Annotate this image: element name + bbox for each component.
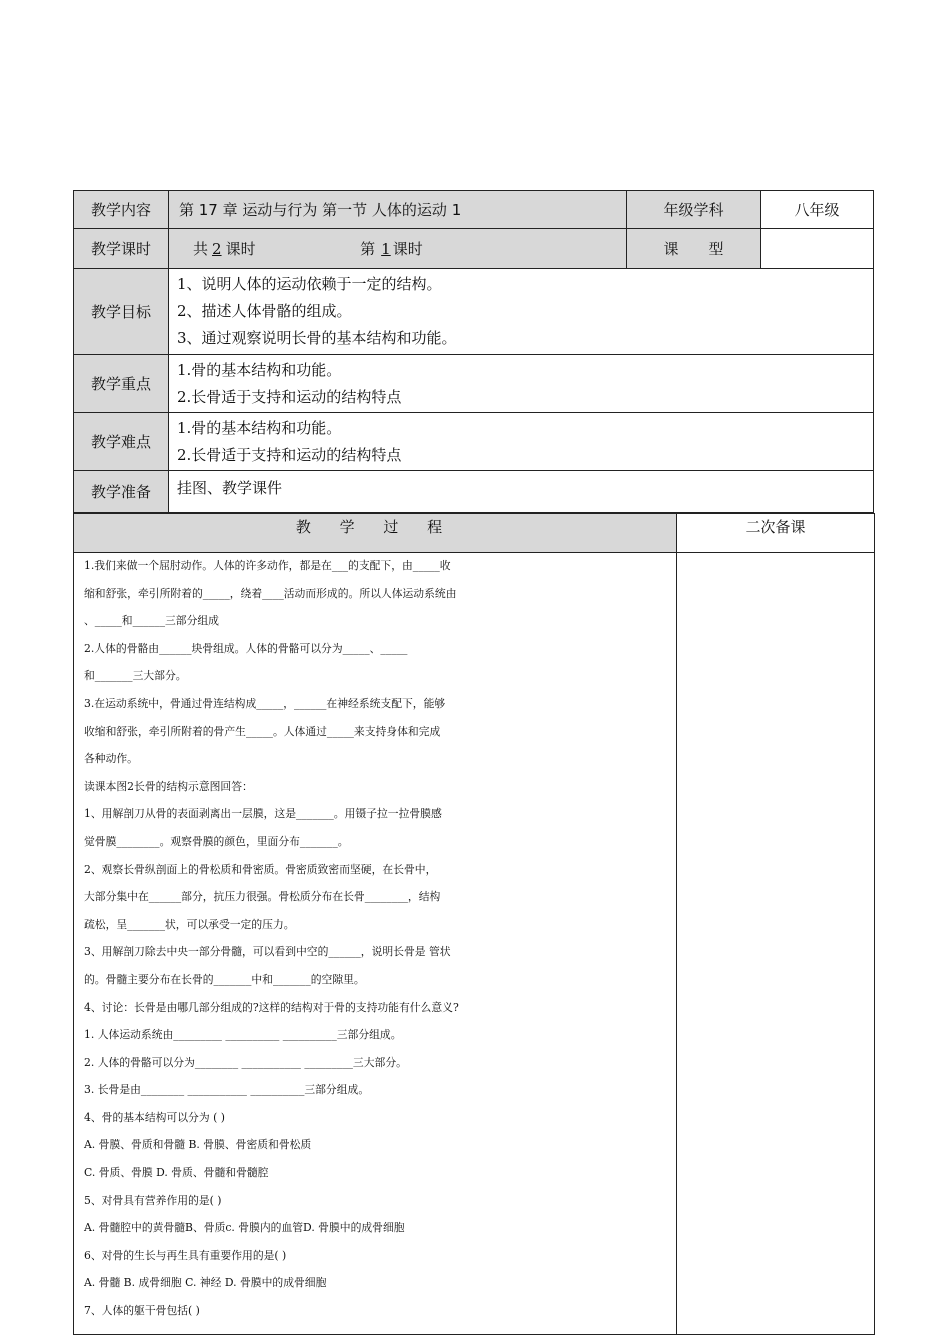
process-line: 4、骨的基本结构可以分为 ( ): [84, 1110, 225, 1124]
goal-item: 1、说明人体的运动依赖于一定的结构。: [177, 275, 442, 293]
process-line: 7、人体的躯干骨包括( ): [84, 1304, 200, 1318]
process-line: 1.我们来做一个屈肘动作。人体的许多动作，都是在___的支配下，由_____收: [84, 559, 451, 572]
hours-current: 1: [381, 240, 391, 258]
process-line: 2. 人体的骨骼可以分为________ ___________ _________三大部分。: [84, 1055, 407, 1069]
process-line: 收缩和舒张，牵引所附着的骨产生_____。人体通过_____来支持身体和完成: [84, 724, 441, 738]
process-line: 大部分集中在______部分，抗压力很强。骨松质分布在长骨________，结构: [84, 890, 441, 904]
hours-current-prefix: 第: [360, 240, 376, 258]
process-line: 、_____和______三部分组成: [84, 614, 219, 628]
process-line: 3、用解剖刀除去中央一部分骨髓，可以看到中空的______，说明长骨是 管状: [84, 945, 451, 959]
process-line: 4、讨论：长骨是由哪几部分组成的?这样的结构对于骨的支持功能有什么意义?: [84, 1000, 459, 1014]
process-line: A. 骨髓腔中的黄骨髓B、骨质c. 骨膜内的血管D. 骨膜中的成骨细胞: [84, 1221, 405, 1235]
process-line: 6、对骨的生长与再生具有重要作用的是( ): [84, 1248, 287, 1262]
process-line: A. 骨髓 B. 成骨细胞 C. 神经 D. 骨膜中的成骨细胞: [84, 1276, 327, 1290]
process-line: 读课本图2长骨的结构示意图回答：: [84, 779, 253, 793]
difficulty-item: 2.长骨适于支持和运动的结构特点: [177, 445, 402, 464]
preparation-label: 教学准备: [74, 471, 169, 513]
process-line: 各种动作。: [84, 752, 138, 766]
difficulties-label: 教学难点: [74, 413, 169, 471]
process-line: 5、对骨具有营养作用的是( ): [84, 1193, 222, 1207]
process-line: 1. 人体运动系统由_________ __________ __________三部分组成。: [84, 1028, 402, 1042]
difficulties-list: [169, 413, 874, 471]
hours-total: 2: [212, 240, 222, 258]
goals-list: [169, 269, 874, 355]
preparation-value: 挂图、教学课件: [169, 471, 874, 513]
type-label: 课 型: [627, 229, 761, 269]
hours-value: [169, 229, 627, 269]
process-line: 2、观察长骨纵剖面上的骨松质和骨密质。骨密质致密而坚硬，在长骨中，: [84, 862, 437, 876]
hours-total-suffix: 课时: [225, 240, 256, 258]
process-line: A. 骨膜、骨质和骨髓 B. 骨膜、骨密质和骨松质: [84, 1138, 312, 1152]
difficulty-item: 1.骨的基本结构和功能。: [177, 418, 342, 437]
process-line: 和_______三大部分。: [84, 669, 187, 683]
goal-item: 3、通过观察说明长骨的基本结构和功能。: [177, 329, 457, 347]
grade-value: 八年级: [761, 191, 874, 229]
process-line: 缩和舒张，牵引所附着的_____，绕着____活动而形成的。所以人体运动系统由: [84, 586, 457, 600]
lesson-info-table: [73, 190, 874, 513]
process-line: 觉骨膜________。观察骨膜的颜色，里面分布_______。: [84, 834, 349, 848]
process-line: 疏松，呈_______状，可以承受一定的压力。: [84, 917, 295, 931]
type-value: [761, 229, 874, 269]
goal-item: 2、描述人体骨骼的组成。: [177, 302, 352, 320]
hours-label: 教学课时: [74, 229, 169, 269]
key-points-label: 教学重点: [74, 355, 169, 413]
key-point-item: 1.骨的基本结构和功能。: [177, 360, 342, 379]
content-label: 教学内容: [74, 191, 169, 229]
process-line: 的。骨髓主要分布在长骨的_______中和_______的空隙里。: [84, 972, 365, 986]
grade-label: 年级学科: [627, 191, 761, 229]
goals-label: 教学目标: [74, 269, 169, 355]
key-points-list: [169, 355, 874, 413]
teaching-process-section: [73, 513, 875, 1335]
key-point-item: 2.长骨适于支持和运动的结构特点: [177, 387, 402, 406]
column-divider: [676, 552, 677, 1334]
second-prep-header: 二次备课: [677, 514, 874, 553]
process-line: 3.在运动系统中，骨通过骨连结构成_____，______在神经系统支配下，能够: [84, 696, 446, 710]
hours-current-suffix: 课时: [392, 240, 423, 258]
process-line: C. 骨质、骨膜 D. 骨质、骨髓和骨髓腔: [84, 1166, 269, 1180]
process-line: 1、用解剖刀从骨的表面剥离出一层膜，这是_______。用镊子拉一拉骨膜感: [84, 807, 442, 821]
hours-total-prefix: 共: [193, 240, 209, 258]
process-content: [84, 552, 674, 1325]
process-line: 2.人体的骨骼由______块骨组成。人体的骨骼可以分为_____、_____: [84, 641, 408, 655]
content-value: 第 17 章 运动与行为 第一节 人体的运动 1: [169, 191, 627, 229]
process-header: 教 学 过 程: [74, 514, 677, 553]
process-line: 3. 长骨是由________ ___________ __________三部分组成。: [84, 1083, 370, 1097]
